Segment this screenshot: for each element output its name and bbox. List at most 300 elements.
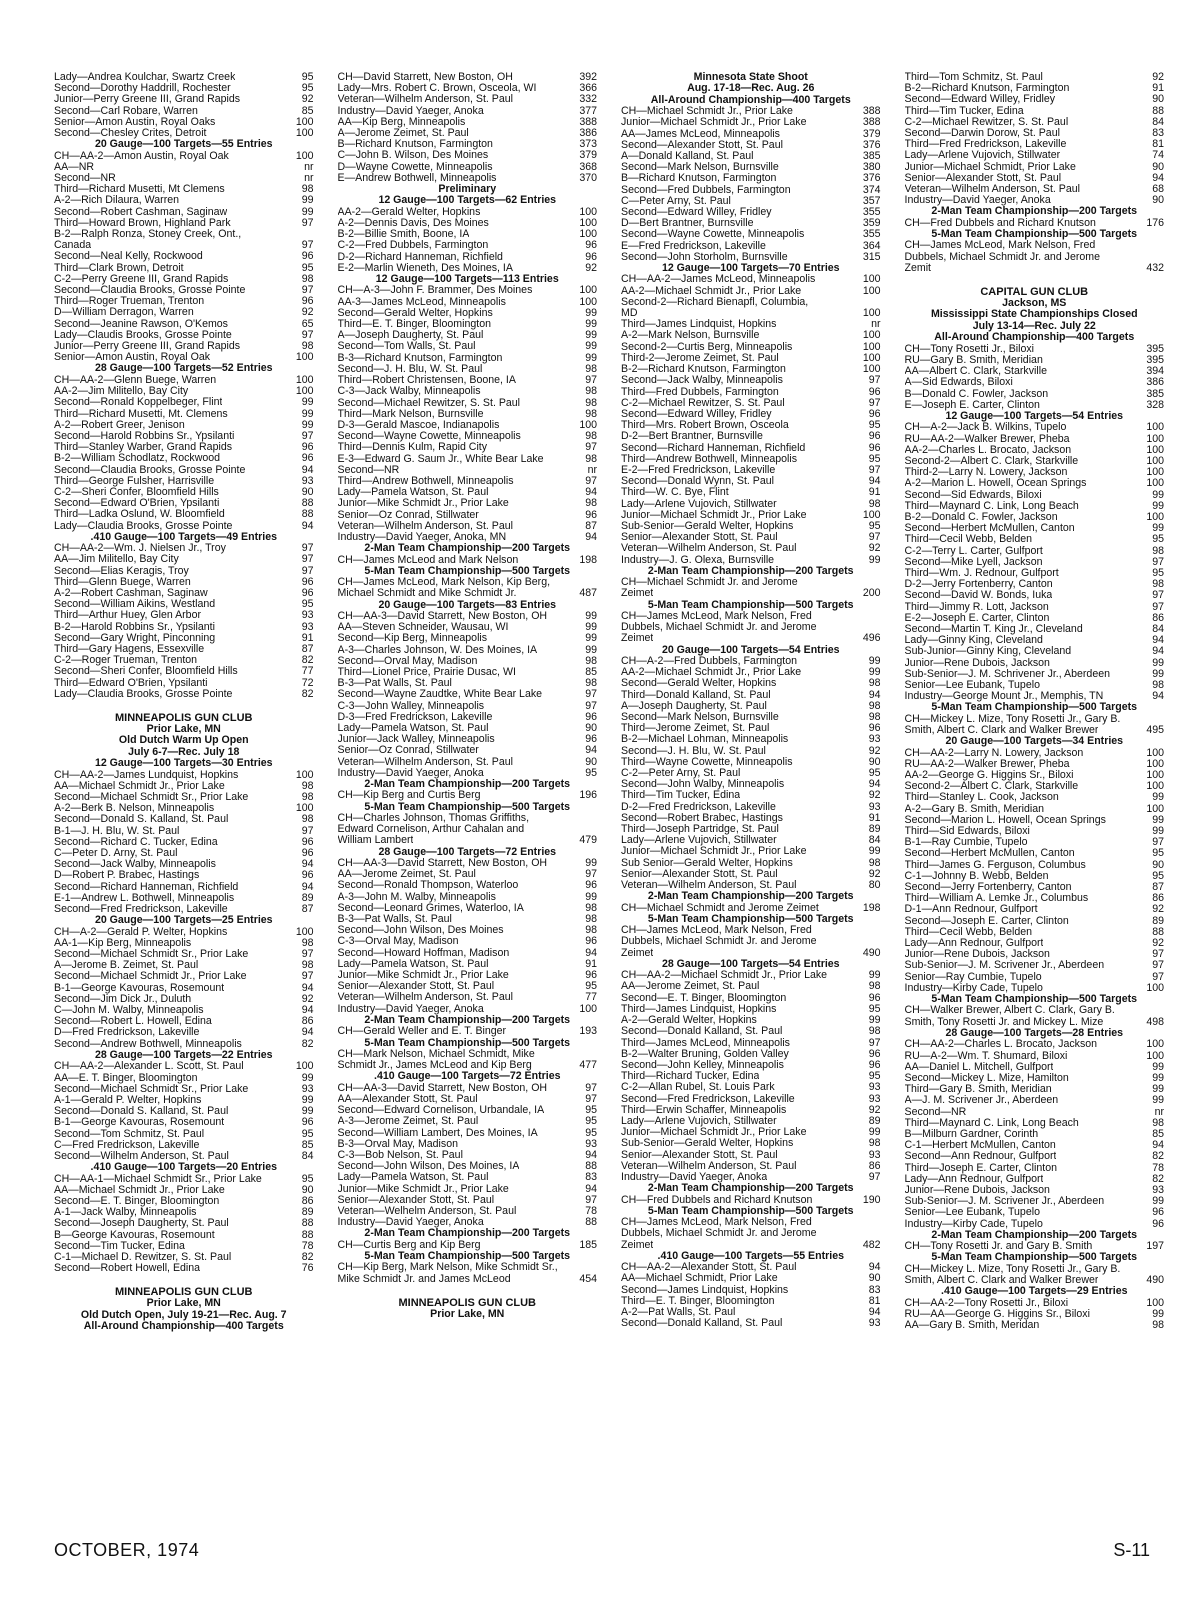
result-continuation: CH—James McLeod, Mark Nelson, Fred xyxy=(904,240,1096,252)
result-score: 93 xyxy=(585,1137,597,1150)
result-score: 379 xyxy=(862,127,881,140)
result-score: 97 xyxy=(868,1170,881,1183)
result-entrant: Industry—Kirby Cade, Tupelo xyxy=(904,982,1043,994)
result-entrant: Junior—Michael Schmidt Jr., Prior Lake xyxy=(621,846,807,858)
result-score: 98 xyxy=(301,791,314,804)
result-line xyxy=(621,521,881,532)
result-line xyxy=(54,1140,314,1151)
result-line xyxy=(54,442,314,453)
result-score: 99 xyxy=(1152,791,1164,804)
result-score: 97 xyxy=(1152,589,1164,602)
result-line xyxy=(54,1073,314,1084)
result-line xyxy=(621,398,881,409)
result-score: 96 xyxy=(585,250,597,263)
result-score: 98 xyxy=(585,924,597,937)
result-score: 99 xyxy=(868,1126,881,1139)
result-line xyxy=(338,72,598,83)
result-line xyxy=(621,387,881,398)
result-line xyxy=(338,1026,598,1037)
result-score: 100 xyxy=(862,329,881,342)
result-score: 94 xyxy=(585,946,597,959)
result-score: 89 xyxy=(1152,914,1164,927)
result-score: 99 xyxy=(868,553,881,566)
result-entrant: D—Bert Brantner, Burnsville xyxy=(621,218,754,230)
result-entrant: Third—James Lindquist, Hopkins xyxy=(621,319,777,331)
result-line xyxy=(905,83,1165,94)
result-entrant: Sub-Senior—Gerald Welter, Hopkins xyxy=(621,520,794,532)
result-entrant: Second—Herbert McMullen, Canton xyxy=(904,523,1075,535)
result-score: 98 xyxy=(1152,578,1164,591)
result-entrant: CH—Gerald Weller and E. T. Binger xyxy=(337,1026,507,1038)
result-entrant: Lady—Pamela Watson, St. Paul xyxy=(337,487,489,499)
result-entrant: Lady—Pamela Watson, St. Paul xyxy=(337,1172,489,1184)
result-entrant: Senior—Alexander Stott, St. Paul xyxy=(621,532,778,544)
section-heading: 12 Gauge—100 Targets—62 Entries xyxy=(378,195,557,207)
result-entrant: Second—NR xyxy=(337,464,400,476)
result-score: 97 xyxy=(301,564,314,577)
result-entrant: A—Joseph Daugherty, St. Paul xyxy=(337,330,484,342)
result-score: 99 xyxy=(585,609,597,622)
result-line xyxy=(621,1049,881,1060)
section-heading: Mississippi State Championships Closed xyxy=(930,309,1138,321)
result-line xyxy=(338,1240,598,1251)
result-line xyxy=(54,296,314,307)
result-entrant: Third—James G. Ferguson, Columbus xyxy=(904,859,1086,871)
result-entrant: Schmidt Jr., James McLeod and Kip Berg xyxy=(337,1060,532,1072)
result-entrant: E-1—Andrew L. Bothwell, Minneapolis xyxy=(54,892,235,904)
result-entrant: Michael Schmidt and Mike Schmidt Jr. xyxy=(337,588,517,600)
result-entrant: Second—William Lambert, Des Moines, IA xyxy=(337,1127,538,1139)
result-entrant: Third—Wm. J. Rednour, Gulfport xyxy=(904,567,1059,579)
result-line xyxy=(54,882,314,893)
result-score: 379 xyxy=(579,149,597,162)
result-entrant: AA—Gary B. Smith, Meridan xyxy=(904,1319,1040,1331)
result-entrant: B-2—Walter Bruning, Golden Valley xyxy=(621,1048,789,1060)
result-score: 95 xyxy=(585,1115,597,1128)
result-score: 95 xyxy=(1152,566,1164,579)
result-entrant: Second—J. H. Blu, W. St. Paul xyxy=(621,745,766,757)
result-score: 97 xyxy=(301,542,314,555)
section-heading: 2-Man Team Championship—200 Targets xyxy=(364,543,571,555)
result-line xyxy=(905,1107,1165,1118)
result-entrant: B-3—Richard Knutson, Farmington xyxy=(337,352,503,364)
result-line xyxy=(621,185,881,196)
result-line xyxy=(905,218,1165,229)
result-score: 498 xyxy=(1146,1015,1164,1028)
result-entrant: Senior—Lee Eubank, Tupelo xyxy=(904,679,1040,691)
result-entrant: Second—Michael Schmidt Sr., Prior Lake xyxy=(54,949,249,961)
result-entrant: Third—Jerome Zeimet, St. Paul xyxy=(621,723,770,735)
result-line xyxy=(338,678,598,689)
section-heading: 5-Man Team Championship—500 Targets xyxy=(364,801,571,813)
result-line xyxy=(54,1252,314,1263)
result-line xyxy=(54,386,314,397)
result-entrant: Third—Joseph E. Carter, Clinton xyxy=(904,1162,1057,1174)
result-score: 357 xyxy=(862,194,881,207)
section-heading: 28 Gauge—100 Targets—28 Entries xyxy=(945,1027,1124,1039)
result-score: nr xyxy=(304,160,314,173)
result-score: 332 xyxy=(579,93,597,106)
result-line xyxy=(905,613,1165,624)
result-line xyxy=(338,701,598,712)
result-score: 328 xyxy=(1146,398,1164,411)
result-score: 198 xyxy=(862,901,881,914)
result-entrant: A—Donald Kalland, St. Paul xyxy=(621,151,754,163)
result-entrant: Industry—David Yaeger, Anoka xyxy=(337,767,484,779)
result-line xyxy=(905,972,1165,983)
result-line xyxy=(905,523,1165,534)
result-score: 98 xyxy=(301,813,314,826)
result-score: 90 xyxy=(301,485,314,498)
section-heading: 2-Man Team Championship—200 Targets xyxy=(364,779,571,791)
result-line xyxy=(54,543,314,554)
result-line xyxy=(338,229,598,240)
result-score: 376 xyxy=(862,172,881,185)
section-heading: 2-Man Team Championship—200 Targets xyxy=(931,1229,1138,1241)
result-entrant: Second—Wayne Cowette, Minneapolis xyxy=(337,431,521,443)
result-entrant: D-3—Gerald Mascoe, Indianapolis xyxy=(337,419,500,431)
section-heading: 5-Man Team Championship—500 Targets xyxy=(931,994,1138,1006)
result-line xyxy=(621,1004,881,1015)
result-entrant: Canada xyxy=(54,240,92,252)
result-line xyxy=(621,286,881,297)
result-score: 94 xyxy=(868,778,881,791)
result-entrant: Second—Richard C. Tucker, Edina xyxy=(54,836,218,848)
result-score: 88 xyxy=(301,1217,314,1230)
result-entrant: Second—Mark Nelson, Burnsville xyxy=(621,712,779,723)
result-line xyxy=(54,927,314,938)
result-score: 96 xyxy=(301,295,314,308)
result-entrant: Second—Sheri Confer, Bloomfield Hills xyxy=(54,666,238,678)
result-line xyxy=(54,1207,314,1218)
result-line xyxy=(54,162,314,173)
result-entrant: Second—Robert Howell, Edina xyxy=(54,1263,201,1275)
result-score: 99 xyxy=(1152,1060,1164,1073)
result-score: 99 xyxy=(1152,825,1164,838)
result-score: 94 xyxy=(1152,1139,1164,1152)
result-entrant: Second—Edward Cornelison, Urbandale, IA xyxy=(337,1105,545,1117)
result-entrant: Senior—Alexander Stott, St. Paul xyxy=(904,172,1062,184)
result-line xyxy=(621,858,881,869)
result-score: 95 xyxy=(1152,533,1164,546)
result-entrant: D-2—Jerry Fortenberry, Canton xyxy=(904,579,1053,591)
result-entrant: AA-2—Michael Schmidt Jr., Prior Lake xyxy=(621,285,802,297)
result-score: 99 xyxy=(1152,656,1164,669)
result-entrant: B—Richard Knutson, Farmington xyxy=(621,173,777,185)
result-score: 85 xyxy=(1152,1127,1164,1140)
result-score: 84 xyxy=(301,1149,314,1162)
result-line xyxy=(338,162,598,173)
result-score: 198 xyxy=(579,553,597,566)
result-line xyxy=(54,644,314,655)
club-heading: MINNEAPOLIS GUN CLUB xyxy=(115,711,253,724)
result-score: 96 xyxy=(585,879,597,892)
result-score: 482 xyxy=(862,1238,881,1251)
result-line xyxy=(54,1218,314,1229)
result-entrant: E-2—Fred Fredrickson, Lakeville xyxy=(621,464,776,476)
result-entrant: Second—Edward Willey, Fridley xyxy=(621,207,772,219)
result-line xyxy=(905,128,1165,139)
result-line xyxy=(338,465,598,476)
result-score: 100 xyxy=(1146,1296,1164,1309)
result-score: 88 xyxy=(585,1216,597,1229)
result-line xyxy=(338,398,598,409)
result-line xyxy=(621,1105,881,1116)
result-line xyxy=(338,757,598,768)
result-line xyxy=(54,151,314,162)
result-entrant: A-2—Pat Walls, St. Paul xyxy=(621,1306,736,1318)
result-line xyxy=(621,319,881,330)
result-score: 99 xyxy=(585,329,597,342)
result-score: 84 xyxy=(1152,115,1164,128)
result-entrant: A-1—Jack Walby, Minneapolis xyxy=(54,1207,197,1219)
result-entrant: Smith, Albert C. Clark and Walker Brewer xyxy=(904,725,1099,736)
result-score: 96 xyxy=(301,452,314,465)
result-entrant: Second—Dorothy Haddrill, Rochester xyxy=(54,83,231,95)
result-line xyxy=(54,554,314,565)
result-entrant: AA—Kip Berg, Minneapolis xyxy=(337,116,466,128)
result-entrant: AA-2—Michael Schmidt Jr., Prior Lake xyxy=(621,667,802,679)
result-line xyxy=(905,1073,1165,1084)
result-score: 97 xyxy=(585,1193,597,1206)
result-score: 380 xyxy=(862,161,881,174)
result-entrant: D-2—Fred Fredrickson, Lakeville xyxy=(621,801,776,813)
result-line xyxy=(338,734,598,745)
result-line xyxy=(54,826,314,837)
result-line xyxy=(54,1106,314,1117)
result-score: 100 xyxy=(295,802,314,815)
result-line xyxy=(905,445,1165,456)
result-continuation: Dubbels, Michael Schmidt Jr. and Jerome xyxy=(904,251,1100,263)
result-score: 96 xyxy=(301,847,314,860)
result-score: 92 xyxy=(868,789,881,802)
result-score: 388 xyxy=(862,116,881,129)
result-score: 97 xyxy=(301,824,314,837)
result-entrant: William Lambert xyxy=(337,835,414,847)
result-entrant: Second—Michael Schmidt Jr., Prior Lake xyxy=(54,971,247,983)
result-entrant: Sub-Junior—Ginny King, Cleveland xyxy=(904,646,1072,658)
result-entrant: CH—James McLeod and Mark Nelson xyxy=(337,554,519,566)
result-line xyxy=(621,1195,881,1206)
column-3 xyxy=(621,72,881,1512)
result-entrant: CH—AA-2—Alexander Stott, St. Paul xyxy=(621,1262,797,1274)
result-score: 98 xyxy=(868,1137,881,1150)
result-entrant: C-2—Fred Dubbels, Farmington xyxy=(337,240,489,252)
result-line xyxy=(338,880,598,891)
result-line xyxy=(905,826,1165,837)
result-entrant: AA—Jim Militello, Bay City xyxy=(54,554,179,566)
result-line xyxy=(338,364,598,375)
result-score: 97 xyxy=(585,868,597,881)
result-score: 100 xyxy=(1146,981,1164,994)
result-entrant: CH—AA-2—James McLeod, Minneapolis xyxy=(621,274,816,286)
club-heading: MINNEAPOLIS GUN CLUB xyxy=(398,1296,536,1309)
result-score: 96 xyxy=(585,508,597,521)
result-line xyxy=(338,1094,598,1105)
result-line xyxy=(338,689,598,700)
result-entrant: Lady—Arlene Vujovich, Stillwater xyxy=(621,1115,777,1127)
result-line xyxy=(54,330,314,341)
result-line xyxy=(338,622,598,633)
result-score: 100 xyxy=(1146,454,1164,467)
result-line xyxy=(54,106,314,117)
result-line xyxy=(54,195,314,206)
result-line xyxy=(905,377,1165,388)
result-line xyxy=(54,341,314,352)
result-line xyxy=(905,1275,1165,1286)
result-line xyxy=(338,1161,598,1172)
result-score: 96 xyxy=(868,385,881,398)
result-entrant: B—Donald C. Fowler, Jackson xyxy=(904,388,1049,400)
result-entrant: CH—AA-2—James Lundquist, Hopkins xyxy=(54,769,239,781)
result-line xyxy=(621,1273,881,1284)
result-line xyxy=(54,1095,314,1106)
result-entrant: Third—Richard Musetti, Mt Clemens xyxy=(54,184,225,196)
result-entrant: B-2—Donald C. Fowler, Jackson xyxy=(904,511,1058,523)
result-entrant: Third—E. T. Binger, Bloomington xyxy=(337,319,491,331)
result-score: 99 xyxy=(585,890,597,903)
result-score: 90 xyxy=(585,722,597,734)
result-entrant: D-2—Richard Hanneman, Richfield xyxy=(337,251,503,263)
result-line xyxy=(338,970,598,981)
result-entrant: C-3—Bob Nelson, St. Paul xyxy=(337,1149,463,1161)
result-entrant: Senior—Amon Austin, Royal Oaks xyxy=(54,116,216,128)
result-line xyxy=(905,837,1165,848)
result-score: 98 xyxy=(868,856,881,869)
result-score: 366 xyxy=(579,82,597,95)
result-entrant: B-2—William Schodlatz, Rockwood xyxy=(54,453,221,465)
result-line xyxy=(905,1309,1165,1320)
result-entrant: Third—Cecil Webb, Belden xyxy=(904,926,1033,938)
result-entrant: Second—Edward Willey, Fridley xyxy=(621,408,772,420)
result-entrant: Second—Joseph E. Carter, Clinton xyxy=(904,915,1069,927)
result-score: 80 xyxy=(868,879,881,892)
result-line xyxy=(905,602,1165,613)
result-line xyxy=(338,106,598,117)
result-entrant: Third—Glenn Buege, Warren xyxy=(54,576,191,588)
result-line xyxy=(621,510,881,521)
result-score: 88 xyxy=(301,497,314,510)
section-heading: 5-Man Team Championship—500 Targets xyxy=(931,229,1138,241)
result-entrant: A—Jerome Zeimet, St. Paul xyxy=(337,128,469,140)
section-heading: Preliminary xyxy=(438,184,497,196)
result-score: 395 xyxy=(1146,353,1164,366)
result-entrant: Veteran—Wilhelm Anderson, St. Paul xyxy=(337,756,513,768)
result-line xyxy=(338,948,598,959)
result-entrant: Second—Leonard Grimes, Waterloo, IA xyxy=(337,902,524,914)
result-score: 98 xyxy=(585,396,597,409)
result-line xyxy=(338,487,598,498)
result-line xyxy=(905,456,1165,467)
result-score: 99 xyxy=(585,857,597,870)
result-entrant: Second—Richard Hanneman, Richfield xyxy=(621,442,806,454)
result-continuation: CH—James McLeod, Mark Nelson, Fred xyxy=(621,925,812,937)
result-line xyxy=(621,790,881,801)
result-line xyxy=(54,229,314,240)
result-score: 196 xyxy=(579,789,597,802)
result-continuation: CH—Mickey L. Mize, Tony Rosetti Jr., Gary B. xyxy=(904,1263,1121,1275)
result-score: 100 xyxy=(1146,477,1164,490)
result-entrant: Second—Claudia Brooks, Grosse Pointe xyxy=(54,285,246,297)
result-line xyxy=(54,453,314,464)
result-score: 99 xyxy=(301,1105,314,1118)
result-score: 82 xyxy=(1152,1172,1164,1185)
result-line xyxy=(338,476,598,487)
result-line xyxy=(905,1039,1165,1050)
result-entrant: A—Sid Edwards, Biloxi xyxy=(904,377,1013,389)
result-line xyxy=(338,319,598,330)
result-score: 98 xyxy=(1152,1318,1164,1331)
result-entrant: B-2—Harold Robbins Sr., Ypsilanti xyxy=(54,621,215,633)
result-entrant: Second—Mike Lyell, Jackson xyxy=(904,556,1043,568)
result-entrant: Second—John Wilson, Des Moines xyxy=(337,925,504,937)
result-line xyxy=(338,1184,598,1195)
result-score: 94 xyxy=(868,1305,881,1318)
result-entrant: CH—AA-3—David Starrett, New Boston, OH xyxy=(337,858,548,870)
result-score: 100 xyxy=(1146,769,1164,782)
result-line xyxy=(905,467,1165,478)
result-score: 98 xyxy=(868,699,881,712)
result-line xyxy=(338,252,598,263)
result-entrant: Second—Robert Cashman, Saginaw xyxy=(54,206,228,218)
result-line xyxy=(621,802,881,813)
result-entrant: Lady—Arlene Vujovich, Stillwater xyxy=(904,150,1061,162)
result-line xyxy=(338,341,598,352)
result-line xyxy=(54,678,314,689)
result-entrant: Industry—David Yaeger, Anoka xyxy=(337,1217,484,1229)
result-score: 97 xyxy=(1152,959,1164,972)
result-entrant: B-1—George Kavouras, Rosemount xyxy=(54,982,225,994)
result-line xyxy=(54,1061,314,1072)
result-score: 95 xyxy=(301,72,314,83)
result-entrant: CH—Tony Rosetti Jr. and Gary B. Smith xyxy=(904,1241,1093,1253)
result-entrant: C-1—Herbert McMullen, Canton xyxy=(904,1140,1056,1152)
result-score: 99 xyxy=(585,306,597,319)
result-line xyxy=(905,916,1165,927)
result-entrant: CH—AA-1—Michael Schmidt Sr., Prior Lake xyxy=(54,1173,262,1185)
result-entrant: B-2—Richard Knutson, Farmington xyxy=(621,364,786,376)
result-continuation: CH—James McLeod, Mark Nelson, Kip Berg, xyxy=(337,577,551,589)
result-entrant: A—J. M. Scrivener Jr., Aberdeen xyxy=(904,1095,1059,1107)
result-line xyxy=(621,712,881,723)
result-line xyxy=(338,83,598,94)
result-score: 100 xyxy=(295,385,314,398)
result-score: 100 xyxy=(295,1060,314,1073)
result-score: 99 xyxy=(868,969,881,982)
result-entrant: Third—E. T. Binger, Bloomington xyxy=(621,1295,775,1307)
section-heading: All-Around Championship—400 Targets xyxy=(83,1321,284,1333)
result-entrant: Third—Fred Dubbels, Farmington xyxy=(621,386,779,398)
result-score: 176 xyxy=(1146,216,1164,229)
result-entrant: C-2—Peter Arny, St. Paul xyxy=(621,768,741,780)
column-2 xyxy=(338,72,598,1512)
result-line xyxy=(338,981,598,992)
result-line xyxy=(905,501,1165,512)
result-line xyxy=(905,927,1165,938)
result-score: 99 xyxy=(1152,522,1164,535)
result-score: 92 xyxy=(301,992,314,1005)
result-score: 91 xyxy=(868,811,881,824)
result-score: 477 xyxy=(579,1059,597,1072)
section-heading: 5-Man Team Championship—500 Targets xyxy=(931,1252,1138,1264)
result-entrant: Lady—Andrea Koulchar, Swartz Creek xyxy=(54,72,236,83)
section-heading: 12 Gauge—100 Targets—30 Entries xyxy=(94,758,273,770)
result-line xyxy=(54,655,314,666)
result-entrant: Second—Donald S. Kalland, St. Paul xyxy=(54,1106,229,1118)
result-entrant: Third—Fred Fredrickson, Lakeville xyxy=(904,139,1067,151)
result-line xyxy=(338,903,598,914)
result-entrant: Second—Gerald Welter, Hopkins xyxy=(337,307,493,319)
